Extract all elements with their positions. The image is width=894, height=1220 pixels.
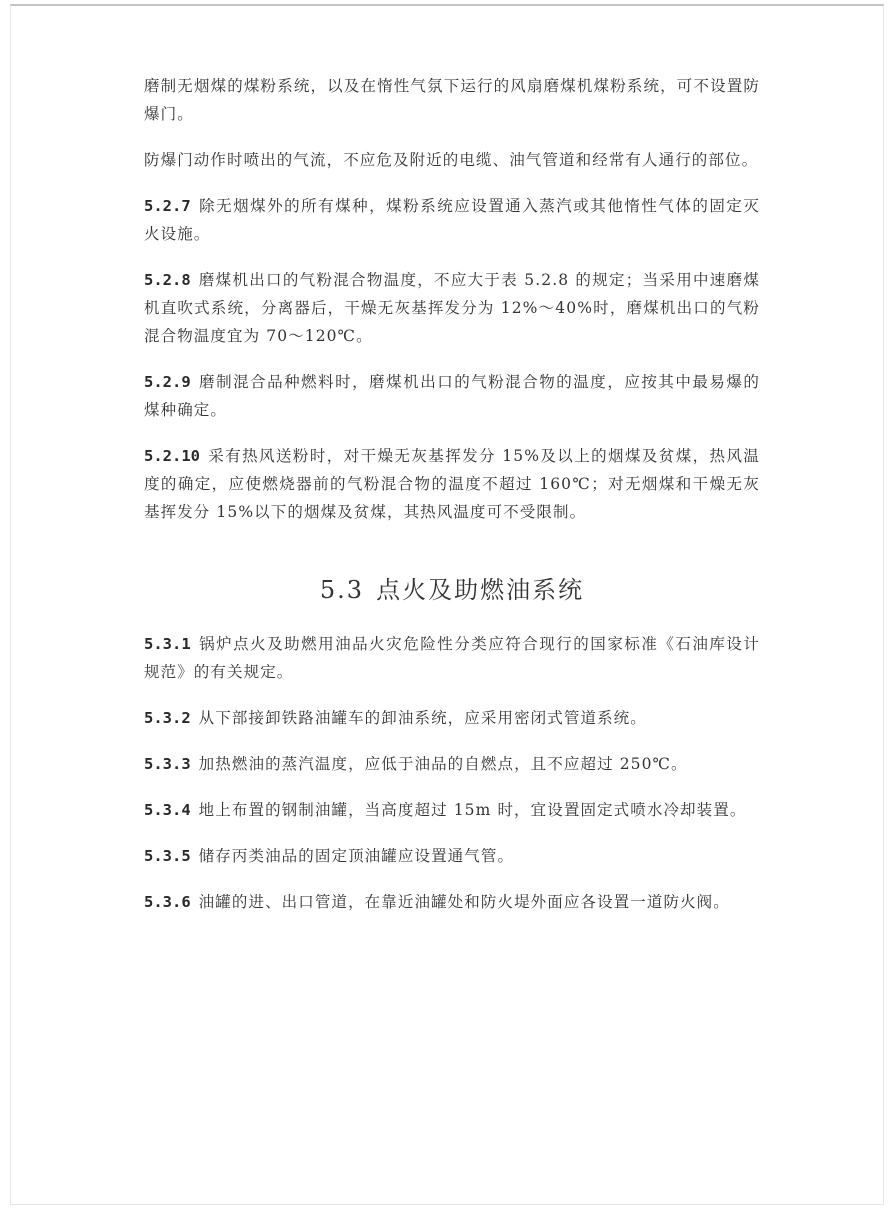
- clause-5-3-5: [144, 842, 760, 870]
- clause-text: 锅炉点火及助燃用油品火灾危险性分类应符合现行的国家标准《石油库设计规范》的有关规定。: [144, 635, 760, 681]
- clause-number: 5.3.1: [144, 635, 191, 653]
- clause-5-3-4: [144, 796, 760, 824]
- clause-5-3-2: [144, 704, 760, 732]
- clause-text: 油罐的进、出口管道，在靠近油罐处和防火堤外面应各设置一道防火阀。: [198, 893, 730, 911]
- clause-text: 加热燃油的蒸汽温度，应低于油品的自燃点，且不应超过 250℃。: [198, 755, 688, 773]
- clause-text: 除无烟煤外的所有煤种，煤粉系统应设置通入蒸汽或其他惰性气体的固定灭火设施。: [144, 197, 760, 243]
- clause-5-3-1: [144, 630, 760, 686]
- clause-number: 5.3.2: [144, 709, 191, 727]
- clause-5-2-10: [144, 442, 760, 526]
- section-number: 5.3: [319, 576, 365, 604]
- clause-number: 5.3.5: [144, 847, 191, 865]
- clause-number: 5.2.9: [144, 373, 191, 391]
- clause-5-2-9: [144, 368, 760, 424]
- paragraph: [144, 146, 760, 174]
- document-page: [10, 4, 884, 1205]
- paragraph: [144, 72, 760, 128]
- clause-text: 采有热风送粉时，对干燥无灰基挥发分 15%及以上的烟煤及贫煤，热风温度的确定，应使燃烧器前的气粉混合物的温度不超过 160℃；对无烟煤和干燥无灰基挥发分 15%以下的烟煤及贫煤，其热风温度可不受限制。: [144, 447, 760, 521]
- clause-text: 磨煤机出口的气粉混合物温度，不应大于表 5.2.8 的规定；当采用中速磨煤机直吹式系统，分离器后，干燥无灰基挥发分为 12%～40%时，磨煤机出口的气粉混合物温度宜为 70～120℃。: [144, 271, 760, 345]
- section-heading: [144, 574, 760, 606]
- clause-5-3-3: [144, 750, 760, 778]
- clause-5-3-6: [144, 888, 760, 916]
- paragraph-text: 磨制无烟煤的煤粉系统，以及在惰性气氛下运行的风扇磨煤机煤粉系统，可不设置防爆门。: [144, 77, 760, 123]
- clause-text: 储存丙类油品的固定顶油罐应设置通气管。: [198, 847, 515, 865]
- clause-number: 5.2.7: [144, 197, 191, 215]
- page-content: [144, 72, 760, 934]
- clause-5-2-8: [144, 266, 760, 350]
- clause-number: 5.3.6: [144, 893, 191, 911]
- clause-number: 5.2.10: [144, 447, 200, 465]
- clause-number: 5.2.8: [144, 271, 191, 289]
- clause-text: 从下部接卸铁路油罐车的卸油系统，应采用密闭式管道系统。: [198, 709, 647, 727]
- paragraph-text: 防爆门动作时喷出的气流，不应危及附近的电缆、油气管道和经常有人通行的部位。: [144, 151, 759, 169]
- clause-text: 磨制混合品种燃料时，磨煤机出口的气粉混合物的温度，应按其中最易爆的煤种确定。: [144, 373, 760, 419]
- clause-text: 地上布置的钢制油罐，当高度超过 15m 时，宜设置固定式喷水冷却装置。: [198, 801, 747, 819]
- clause-number: 5.3.4: [144, 801, 191, 819]
- clause-5-2-7: [144, 192, 760, 248]
- clause-number: 5.3.3: [144, 755, 191, 773]
- section-title: 点火及助燃油系统: [376, 576, 585, 604]
